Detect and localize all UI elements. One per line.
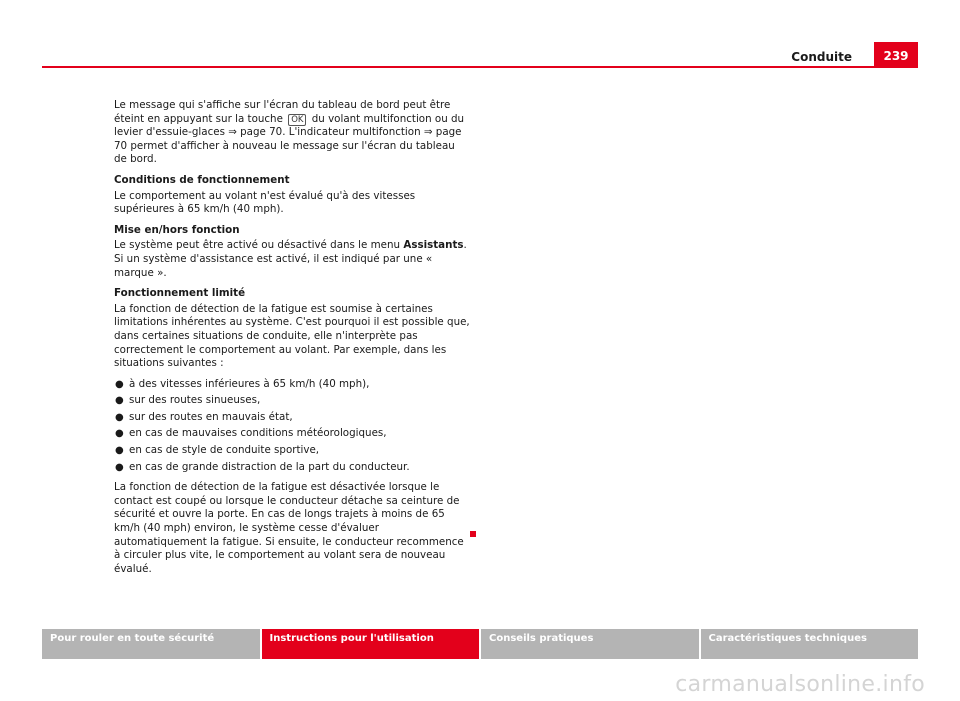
list-item-text: sur des routes sinueuses, [129, 394, 261, 407]
conditions-paragraph: Le comportement au volant n'est évalué qu'à des vitesses supérieures à 65 km/h (40 mph). [114, 189, 416, 216]
conditions-heading: Conditions de fonctionnement [114, 173, 290, 186]
switch-heading: Mise en/hors fonction [114, 223, 240, 236]
intro-text-after-key: du volant multifonction ou du levier d'essuie-glaces ⇒ page 70. L'indicateur multifonction ⇒ page 70 permet d'afficher à nouveau le message sur l'écran du tableau de bord. [114, 112, 465, 166]
list-item [114, 461, 470, 475]
footer-tab-specifications[interactable]: Caractéristiques techniques [701, 629, 919, 659]
list-item [114, 394, 470, 408]
bullet-icon: ● [115, 395, 124, 407]
section-end-icon [470, 531, 476, 537]
switch-paragraph [114, 239, 470, 280]
list-item [114, 427, 470, 441]
list-item [114, 444, 470, 458]
limited-heading: Fonctionnement limité [114, 287, 246, 300]
footer-navigation [42, 629, 918, 659]
intro-text-before-key: Le message qui s'affiche sur l'écran du tableau de bord peut être éteint en appuyant sur la touche [114, 99, 451, 125]
section-title: Conduite [791, 50, 852, 64]
page-content [114, 99, 470, 583]
list-item-text: sur des routes en mauvais état, [129, 410, 293, 423]
footer-tab-advice[interactable]: Conseils pratiques [481, 629, 699, 659]
intro-paragraph [114, 99, 470, 167]
closing-paragraph: La fonction de détection de la fatigue est désactivée lorsque le contact est coupé ou lorsque le conducteur détache sa ceinture de sécurité et ouvre la porte. En cas de longs trajets à moins de 65 km/h (40 mph) environ, le système cesse d'évaluer automatiquement la fatigue. Si ensuite, le conducteur recommence à circuler plus vite, le comportement au volant sera de nouveau évalué. [114, 481, 464, 575]
limitations-list [114, 378, 470, 475]
list-item-text: à des vitesses inférieures à 65 km/h (40 mph), [129, 377, 370, 390]
bullet-icon: ● [115, 378, 124, 390]
switch-text-after-menu: . Si un système d'assistance est activé, il est indiqué par une « marque ». [114, 239, 467, 279]
ok-key-label: OK [288, 114, 306, 126]
page-number: 239 [874, 42, 918, 68]
bullet-icon: ● [115, 428, 124, 440]
list-item-text: en cas de mauvaises conditions météorologiques, [129, 427, 387, 440]
bullet-icon: ● [115, 445, 124, 457]
footer-tab-instructions[interactable]: Instructions pour l'utilisation [262, 629, 480, 659]
limited-paragraph: La fonction de détection de la fatigue est soumise à certaines limitations inhérentes au système. C'est pourquoi il est possible que, dans certaines situations de conduite, elle n'interprète pas correctement le comportement au volant. Par exemple, dans les situations suivantes : [114, 302, 470, 370]
list-item [114, 378, 470, 392]
bullet-icon: ● [115, 411, 124, 423]
watermark: carmanualsonline.info [675, 672, 925, 697]
list-item-text: en cas de grande distraction de la part du conducteur. [129, 460, 410, 473]
bullet-icon: ● [115, 461, 124, 473]
footer-tab-safety[interactable]: Pour rouler en toute sécurité [42, 629, 260, 659]
list-item-text: en cas de style de conduite sportive, [129, 444, 320, 457]
menu-name-assistants: Assistants [403, 239, 464, 252]
switch-text-before-menu: Le système peut être activé ou désactivé dans le menu [114, 239, 401, 252]
list-item [114, 411, 470, 425]
header-rule [42, 66, 918, 68]
